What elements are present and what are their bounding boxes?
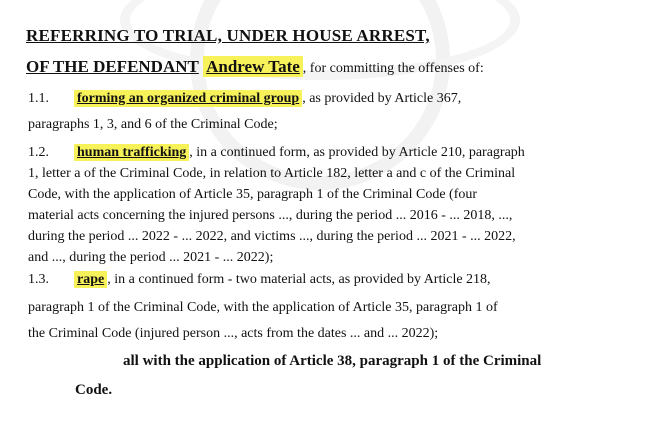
- offense-3-line-2: paragraph 1 of the Criminal Code, with the application of Article 35, paragraph 1 of: [28, 300, 498, 315]
- offense-3-line-1: [28, 272, 586, 288]
- offense-3-number: 1.3.: [28, 272, 49, 287]
- offense-3-text: , in a continued form - two material acts, as provided by Article 218,: [107, 272, 491, 287]
- offense-3-line-3: the Criminal Code (injured person ..., acts from the dates ... and ... 2022);: [28, 326, 439, 341]
- offense-1-number: 1.1.: [28, 91, 49, 106]
- conclusion-line-1: all with the application of Article 38, paragraph 1 of the Criminal: [123, 353, 542, 369]
- heading-prefix: OF THE DEFENDANT: [26, 57, 199, 76]
- offense-1-line-1: [28, 91, 586, 107]
- offense-1-text: , as provided by Article 367,: [302, 91, 462, 106]
- offense-1-name: forming an organized criminal group: [74, 90, 302, 107]
- offense-2-line-4: material acts concerning the injured persons ..., during the period ... 2016 - ... 2018, ...,: [28, 208, 513, 223]
- heading-suffix: , for committing the offenses of:: [302, 61, 484, 76]
- offense-2-line-2: 1, letter a of the Criminal Code, in relation to Article 182, letter a and c of the Criminal: [28, 166, 516, 181]
- offense-1-line-2: paragraphs 1, 3, and 6 of the Criminal Code;: [28, 117, 278, 132]
- heading-line-2: [26, 57, 484, 77]
- offense-2-line-1: [28, 145, 586, 161]
- offense-2-line-6: and ..., during the period ... 2021 - ... 2022);: [28, 250, 274, 265]
- offense-2-text: , in a continued form, as provided by Article 210, paragraph: [189, 145, 525, 160]
- offense-2-line-5: during the period ... 2022 - ... 2022, and victims ..., during the period ... 2021 - ... 2022,: [28, 229, 516, 244]
- defendant-name: Andrew Tate: [203, 56, 303, 77]
- offense-3-name: rape: [74, 271, 107, 288]
- offense-2-name: human trafficking: [74, 144, 189, 161]
- conclusion-line-2: Code.: [75, 382, 113, 398]
- offense-2-number: 1.2.: [28, 145, 49, 160]
- heading-line-1: REFERRING TO TRIAL, UNDER HOUSE ARREST,: [26, 26, 430, 45]
- offense-2-line-3: Code, with the application of Article 35, paragraph 1 of the Criminal Code (four: [28, 187, 478, 202]
